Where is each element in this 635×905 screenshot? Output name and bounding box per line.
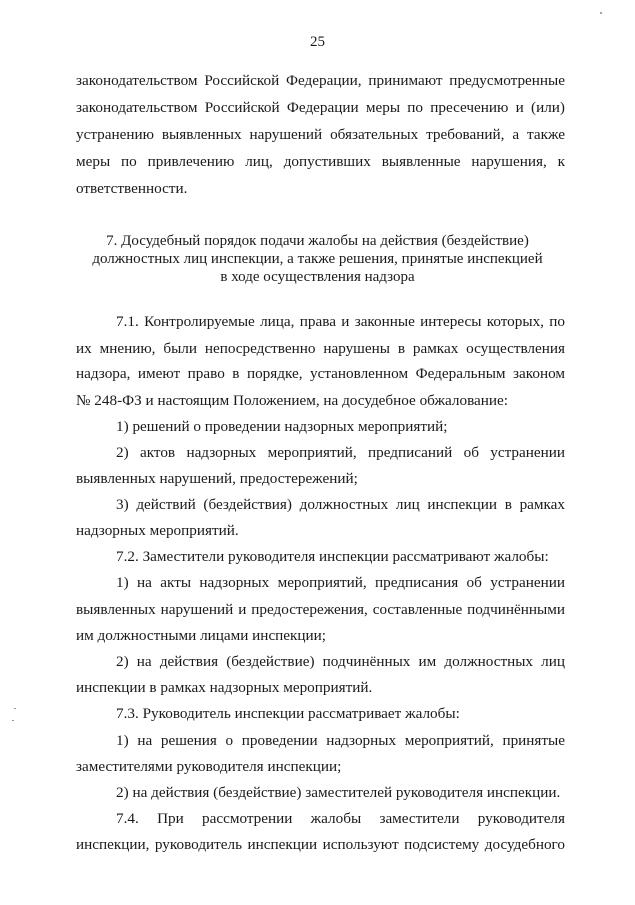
list-item: 1) решений о проведении надзорных мероприятий; [116,418,448,435]
list-item: выявленных нарушений, предостережений; [76,470,358,487]
paragraph-7-2: 7.2. Заместители руководителя инспекции рассматривают жалобы: [116,548,549,565]
text-line: законодательством Российской Федерации, принимают предусмотренные [76,72,565,89]
section-heading-line: должностных лиц инспекции, а также решения, принятые инспекцией [92,251,543,267]
list-item: 2) на действия (бездействие) заместителей руководителя инспекции. [116,784,561,801]
scan-speck [12,720,14,721]
list-item: инспекции в рамках надзорных мероприятий. [76,679,373,696]
paragraph-7-4-line: 7.4. При рассмотрении жалобы заместители руководителя [116,810,565,827]
text-line: ответственности. [76,180,188,197]
text-line: законодательством Российской Федерации меры по пресечению и (или) [76,99,565,116]
list-item: 2) на действия (бездействие) подчинённых им должностных лиц [116,653,565,670]
scan-speck [14,708,16,709]
page-number: 25 [310,34,325,50]
paragraph-7-1-line: надзора, имеют право в порядке, установленном Федеральным законом [76,365,565,382]
paragraph-7-4-line: инспекции, руководитель инспекции используют подсистему досудебного [76,836,565,853]
paragraph-7-1-line: их мнению, были непосредственно нарушены в рамках осуществления [76,340,565,357]
section-heading-line: 7. Досудебный порядок подачи жалобы на действия (бездействие) [106,233,529,249]
list-item: 3) действий (бездействия) должностных лиц инспекции в рамках [116,496,565,513]
list-item: 1) на акты надзорных мероприятий, предписания об устранении [116,574,565,591]
list-item: им должностными лицами инспекции; [76,627,327,644]
list-item: 2) актов надзорных мероприятий, предписаний об устранении [116,444,565,461]
text-line: меры по привлечению лиц, допустивших выявленные нарушения, к [76,153,565,170]
paragraph-7-1-line: 7.1. Контролируемые лица, права и законные интересы которых, по [116,313,565,330]
text-line: устранению выявленных нарушений обязательных требований, а также [76,126,565,143]
paragraph-7-1-line: № 248-ФЗ и настоящим Положением, на досудебное обжалование: [76,392,509,409]
list-item: выявленных нарушений и предостережения, составленные подчинёнными [76,601,565,618]
scan-speck [600,12,602,14]
section-heading-line: в ходе осуществления надзора [220,269,415,285]
list-item: 1) на решения о проведении надзорных мероприятий, принятые [116,732,565,749]
list-item: надзорных мероприятий. [76,522,239,539]
paragraph-7-3: 7.3. Руководитель инспекции рассматривает жалобы: [116,705,460,722]
list-item: заместителями руководителя инспекции; [76,758,342,775]
